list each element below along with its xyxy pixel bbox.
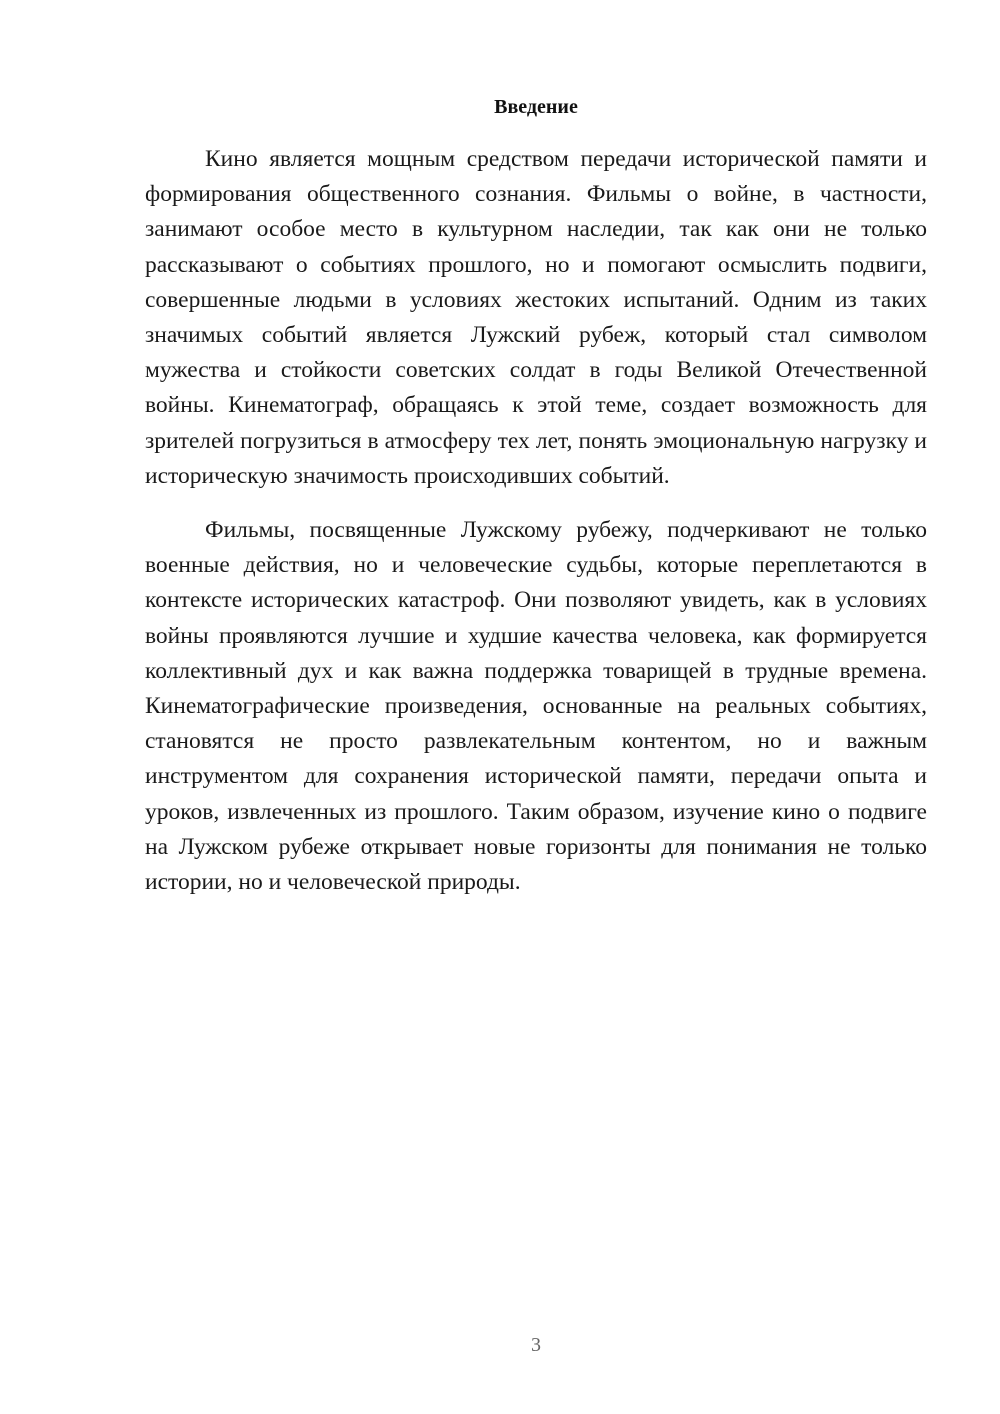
section-heading: Введение [494, 96, 578, 118]
page-number: 3 [531, 1334, 541, 1356]
paragraph-1: Кино является мощным средством передачи исторической памяти и формирования общественного сознания. Фильмы о войне, в частности, занимают особое место в культурном наследии, так как они не только рассказывают о событиях прошлого, но и помогают осмыслить подвиги, совершенные людьми в условиях жестоких испытаний. Одним из таких значимых событий является Лужский рубеж, который стал символом мужества и стойкости советских солдат в годы Великой Отечественной войны. Кинематограф, обращаясь к этой теме, создает возможность для зрителей погрузиться в атмосферу тех лет, понять эмоциональную нагрузку и историческую значимость происходивших событий. [145, 146, 927, 489]
paragraph-2: Фильмы, посвященные Лужскому рубежу, подчеркивают не только военные действия, но и человеческие судьбы, которые переплетаются в контексте исторических катастроф. Они позволяют увидеть, как в условиях войны проявляются лучшие и худшие качества человека, как формируется коллективный дух и как важна поддержка товарищей в трудные времена. Кинематографические произведения, основанные на реальных событиях, становятся не просто развлекательным контентом, но и важным инструментом для сохранения исторической памяти, передачи опыта и уроков, извлеченных из прошлого. Таким образом, изучение кино о подвиге на Лужском рубеже открывает новые горизонты для понимания не только истории, но и человеческой природы. [145, 517, 927, 896]
